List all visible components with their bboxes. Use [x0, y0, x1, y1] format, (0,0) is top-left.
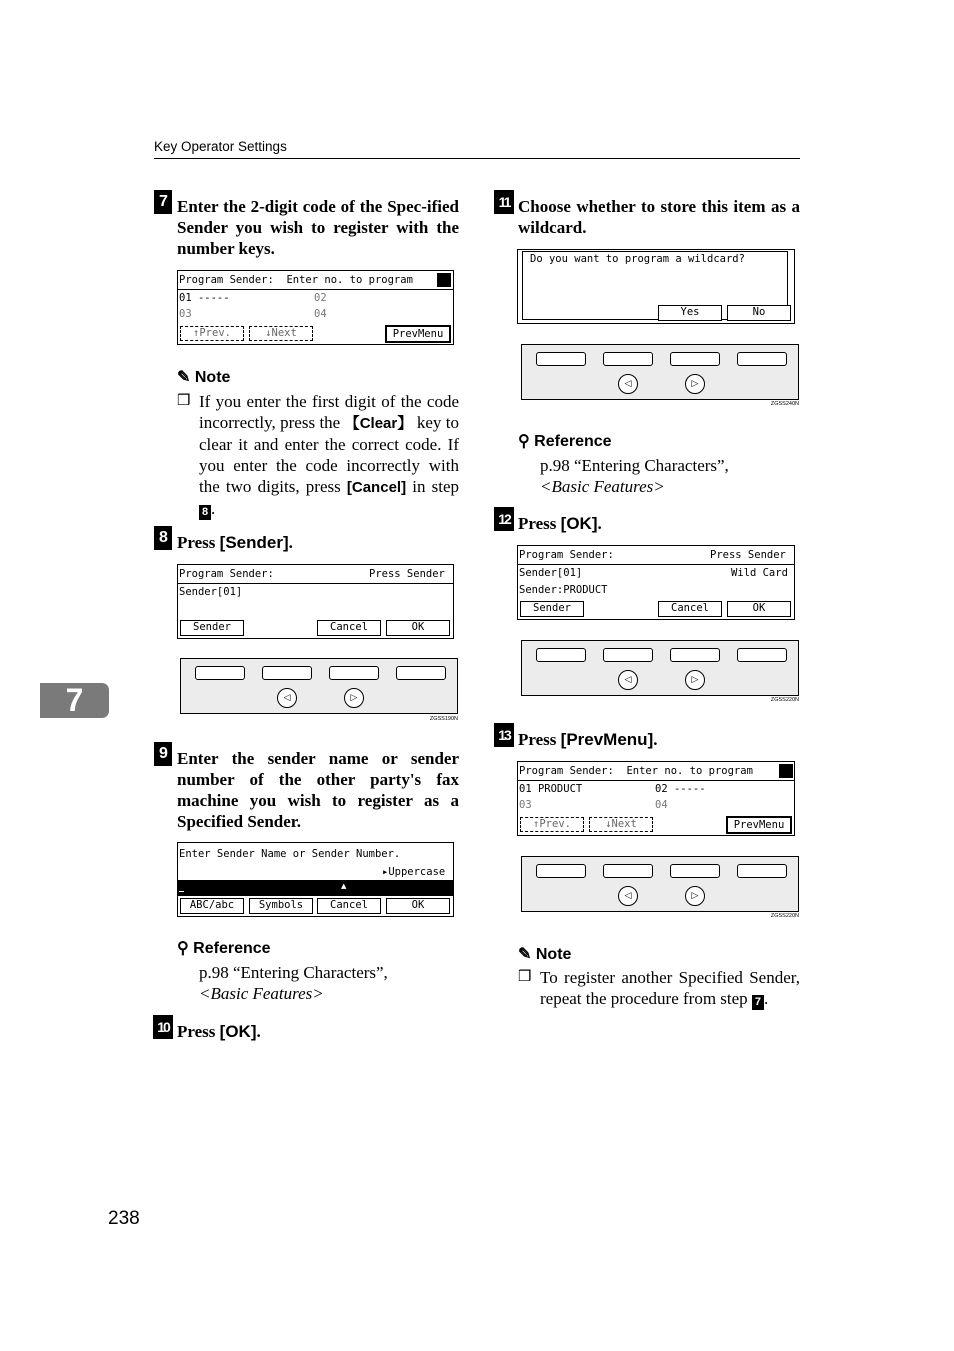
divider — [518, 564, 794, 565]
code-04: 04 — [655, 799, 668, 811]
pencil-icon: ✎ — [177, 369, 191, 386]
screen-title: Program Sender: Enter no. to program — [519, 765, 753, 777]
ok-button[interactable]: OK — [386, 898, 450, 914]
code-03: 03 — [179, 308, 192, 320]
ok-button[interactable]: OK — [727, 601, 791, 617]
cursor-block — [779, 764, 793, 778]
input-bar[interactable] — [178, 880, 453, 896]
next-button[interactable]: ↓Next — [589, 817, 653, 832]
symbols-button[interactable]: Symbols — [249, 898, 313, 914]
step-11-text: Choose whether to store this item as a wildcard. — [518, 197, 800, 237]
divider — [518, 780, 794, 781]
header-rule — [154, 158, 800, 159]
divider — [178, 289, 453, 290]
page-number: 238 — [108, 1208, 140, 1229]
step-number-10: 10 — [153, 1015, 173, 1039]
prevmenu-button[interactable]: PrevMenu — [385, 325, 451, 343]
step-number-13: 13 — [494, 723, 514, 747]
selection-key-1[interactable] — [536, 864, 586, 878]
selection-key-1[interactable] — [536, 352, 586, 366]
selection-key-2[interactable] — [603, 352, 653, 366]
sender-button[interactable]: Sender — [180, 620, 244, 636]
step-number-9: 9 — [154, 742, 172, 766]
selection-key-3[interactable] — [329, 666, 379, 680]
selection-key-4[interactable] — [737, 648, 787, 662]
note-2-text: To register another Specified Sender, repeat the procedure from step 7 . — [540, 968, 800, 1008]
cursor-block — [437, 273, 451, 287]
ok-button[interactable]: OK — [386, 620, 450, 636]
pencil-icon: ✎ — [518, 946, 532, 963]
right-arrow-icon[interactable]: ▷ — [685, 670, 705, 690]
next-button[interactable]: ↓Next — [249, 326, 313, 341]
lcd-screen-enter-sender-name — [177, 842, 454, 917]
dialog-question: Do you want to program a wildcard? — [530, 253, 745, 265]
step-number-11: 11 — [494, 190, 514, 214]
selection-key-2[interactable] — [603, 864, 653, 878]
screen-title: Program Sender: — [179, 568, 274, 580]
right-arrow-icon[interactable]: ▷ — [344, 688, 364, 708]
lcd-screen-wild-card — [517, 545, 795, 620]
checkbox-icon: ❒ — [518, 967, 532, 985]
step-13-text: Press [PrevMenu]. — [518, 730, 658, 749]
note-1-text: If you enter the first digit of the code incorrectly, press the 【Clear】 key to clear it and enter the correct code. If you enter the code incorrectly with the two digits, press [Cancel] in step 8 . — [199, 392, 460, 518]
yes-button[interactable]: Yes — [658, 305, 722, 321]
selection-key-2[interactable] — [603, 648, 653, 662]
magnifier-icon: ⚲ — [518, 433, 530, 450]
reference-heading: ⚲ Reference — [518, 433, 612, 450]
left-arrow-icon[interactable]: ◁ — [618, 670, 638, 690]
cancel-button[interactable]: Cancel — [317, 620, 381, 636]
selection-key-4[interactable] — [396, 666, 446, 680]
sender-row: Sender[01] — [179, 586, 243, 598]
step-10-text: Press [OK]. — [177, 1022, 261, 1041]
input-mode: ▸Uppercase — [382, 866, 446, 878]
running-header: Key Operator Settings — [154, 139, 287, 154]
screen-title: Enter Sender Name or Sender Number. — [179, 848, 401, 860]
chapter-tab: 7 — [40, 683, 109, 718]
control-panel — [180, 658, 458, 714]
reference-1-text: p.98 “Entering Characters”, <Basic Features> — [199, 963, 388, 1003]
control-panel — [521, 344, 799, 400]
code-01: 01 PRODUCT — [519, 783, 583, 795]
input-cursor — [179, 891, 184, 892]
screen-hint: Press Sender — [710, 549, 786, 561]
code-02: 02 — [314, 292, 327, 304]
selection-key-2[interactable] — [262, 666, 312, 680]
left-arrow-icon[interactable]: ◁ — [618, 374, 638, 394]
step-number-7: 7 — [154, 190, 172, 214]
magnifier-icon: ⚲ — [177, 940, 189, 957]
screen-hint: Press Sender — [369, 568, 445, 580]
left-arrow-icon[interactable]: ◁ — [277, 688, 297, 708]
reference-2-text: p.98 “Entering Characters”, <Basic Features> — [540, 456, 729, 496]
control-panel — [521, 640, 799, 696]
selection-key-4[interactable] — [737, 864, 787, 878]
selection-key-1[interactable] — [536, 648, 586, 662]
abc-button[interactable]: ABC/abc — [180, 898, 244, 914]
selection-key-3[interactable] — [670, 352, 720, 366]
step-number-12: 12 — [494, 507, 514, 531]
step-8-text: Press [Sender]. — [177, 533, 293, 552]
step-7-text: Enter the 2-digit code of the Spec-ified Sender you wish to register with the number keys. — [177, 197, 459, 258]
figure-code: ZGSS220N — [770, 697, 799, 703]
lcd-screen-wildcard-prompt — [517, 249, 795, 324]
selection-key-1[interactable] — [195, 666, 245, 680]
note-heading: ✎ Note — [518, 946, 572, 963]
sender-button[interactable]: Sender — [520, 601, 584, 617]
wild-card-label: Wild Card — [731, 567, 788, 579]
caret-up-icon: ▲ — [341, 882, 347, 890]
right-arrow-icon[interactable]: ▷ — [685, 886, 705, 906]
reference-heading: ⚲ Reference — [177, 940, 271, 957]
figure-code: ZGSS190N — [429, 716, 458, 722]
prev-button[interactable]: ↑Prev. — [520, 817, 584, 832]
cancel-button[interactable]: Cancel — [317, 898, 381, 914]
note-heading: ✎ Note — [177, 369, 231, 386]
figure-code: ZGSS220N — [770, 913, 799, 919]
right-arrow-icon[interactable]: ▷ — [685, 374, 705, 394]
step-number-8: 8 — [154, 526, 172, 550]
code-04: 04 — [314, 308, 327, 320]
lcd-screen-program-sender-updated — [517, 761, 795, 836]
selection-key-3[interactable] — [670, 864, 720, 878]
sender-row: Sender[01] — [519, 567, 583, 579]
lcd-screen-press-sender — [177, 564, 454, 639]
step-9-text: Enter the sender name or sender number of the other party's fax machine you wish to register as a Specified Sender. — [177, 749, 459, 831]
screen-title: Program Sender: Enter no. to program — [179, 274, 413, 286]
no-button[interactable]: No — [727, 305, 791, 321]
divider — [178, 583, 453, 584]
screen-title: Program Sender: — [519, 549, 614, 561]
checkbox-icon: ❒ — [177, 391, 191, 409]
cancel-button[interactable]: Cancel — [658, 601, 722, 617]
selection-key-3[interactable] — [670, 648, 720, 662]
prev-button[interactable]: ↑Prev. — [180, 326, 244, 341]
code-03: 03 — [519, 799, 532, 811]
prevmenu-button[interactable]: PrevMenu — [726, 816, 792, 834]
code-01: 01 ----- — [179, 292, 230, 304]
code-02: 02 ----- — [655, 783, 706, 795]
lcd-screen-program-sender — [177, 270, 454, 345]
control-panel — [521, 856, 799, 912]
selection-key-4[interactable] — [737, 352, 787, 366]
sender-name-row: Sender:PRODUCT — [519, 584, 608, 596]
figure-code: ZGSS240N — [770, 401, 799, 407]
step-12-text: Press [OK]. — [518, 514, 602, 533]
left-arrow-icon[interactable]: ◁ — [618, 886, 638, 906]
